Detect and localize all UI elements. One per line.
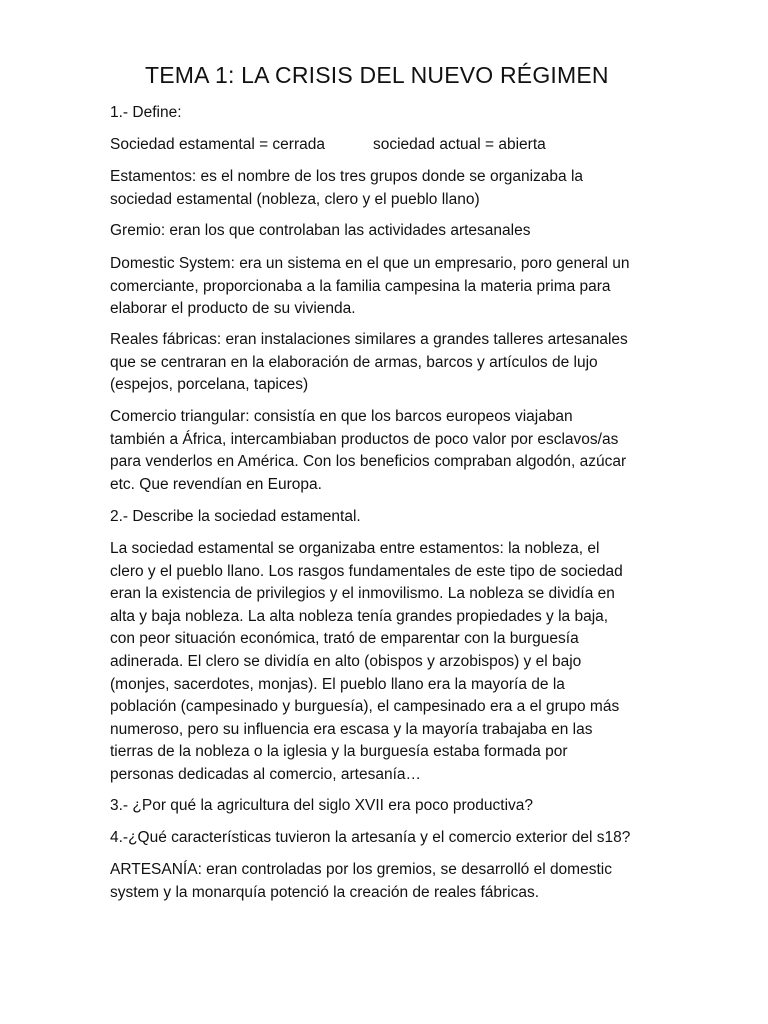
definition-gremio bbox=[110, 220, 670, 243]
text-line: Gremio: eran los que controlaban las actividades artesanales bbox=[110, 222, 531, 239]
document-title: TEMA 1: LA CRISIS DEL NUEVO RÉGIMEN bbox=[145, 62, 609, 88]
text-line: (monjes, sacerdotes, monjas). El pueblo llano era la mayoría de la bbox=[110, 675, 565, 693]
text-line: comerciante, proporcionaba a la familia campesina la materia prima para bbox=[110, 277, 611, 295]
text-line: numeroso, pero su influencia era escasa y la mayoría trabajaba en las bbox=[110, 720, 593, 738]
question-2-answer bbox=[110, 538, 670, 787]
text-line: 4.-¿Qué características tuvieron la artesanía y el comercio exterior del s18? bbox=[110, 829, 631, 846]
definition-reales-fabricas bbox=[110, 329, 670, 397]
text-line: tierras de la nobleza o la iglesia y la burguesía estaba formada por bbox=[110, 743, 568, 761]
question-1-heading bbox=[110, 102, 670, 125]
definition-estamentos bbox=[110, 166, 670, 211]
text-line: Domestic System: era un sistema en el que un empresario, poro general un bbox=[110, 255, 630, 272]
definition-sociedad bbox=[110, 134, 670, 157]
text-line: ARTESANÍA: eran controladas por los gremios, se desarrolló el domestic bbox=[110, 861, 612, 878]
question-2-heading bbox=[110, 506, 670, 529]
text-line: system y la monarquía potenció la creación de reales fábricas. bbox=[110, 883, 540, 901]
text-line: alta y baja nobleza. La alta nobleza tenía grandes propiedades y la baja, bbox=[110, 607, 609, 625]
text-line: clero y el pueblo llano. Los rasgos fundamentales de este tipo de sociedad bbox=[110, 562, 623, 580]
text-line: Estamentos: es el nombre de los tres grupos donde se organizaba la bbox=[110, 168, 584, 185]
text-line: también a África, intercambiaban productos de poco valor por esclavos/as bbox=[110, 430, 619, 448]
sociedad-actual-text: sociedad actual = abierta bbox=[372, 136, 546, 153]
text-line: etc. Que revendían en Europa. bbox=[110, 475, 322, 493]
text-line: (espejos, porcelana, tapices) bbox=[110, 376, 309, 394]
sociedad-estamental-text: Sociedad estamental = cerrada bbox=[110, 136, 325, 153]
text-line: La sociedad estamental se organizaba entre estamentos: la nobleza, el bbox=[110, 540, 600, 557]
text-line: 3.- ¿Por qué la agricultura del siglo XVII era poco productiva? bbox=[110, 797, 534, 814]
text-line: para venderlos en América. Con los beneficios compraban algodón, azúcar bbox=[110, 453, 627, 471]
text-line: sociedad estamental (nobleza, clero y el pueblo llano) bbox=[110, 190, 480, 208]
artesania-answer bbox=[110, 859, 670, 904]
text-line: población (campesinado y burguesía), el campesinado era a el grupo más bbox=[110, 698, 620, 716]
text-line: Comercio triangular: consistía en que los barcos europeos viajaban bbox=[110, 408, 573, 425]
question-3-heading bbox=[110, 795, 670, 818]
text-line: 1.- Define: bbox=[110, 104, 182, 121]
text-line: eran la existencia de privilegios y el inmovilismo. La nobleza se dividía en bbox=[110, 585, 615, 603]
text-line: Reales fábricas: eran instalaciones similares a grandes talleres artesanales bbox=[110, 331, 628, 348]
text-line: 2.- Describe la sociedad estamental. bbox=[110, 508, 361, 525]
text-line: adinerada. El clero se dividía en alto (obispos y arzobispos) y el bajo bbox=[110, 652, 582, 670]
question-4-heading bbox=[110, 827, 670, 850]
text-line: elaborar el producto de su vivienda. bbox=[110, 300, 356, 318]
text-line: con peor situación económica, trató de emparentar con la burguesía bbox=[110, 630, 579, 648]
text-line: personas dedicadas al comercio, artesanía… bbox=[110, 765, 422, 783]
definition-domestic-system bbox=[110, 253, 670, 321]
text-line: que se centraran en la elaboración de armas, barcos y artículos de lujo bbox=[110, 353, 598, 371]
definition-comercio-triangular bbox=[110, 406, 670, 496]
